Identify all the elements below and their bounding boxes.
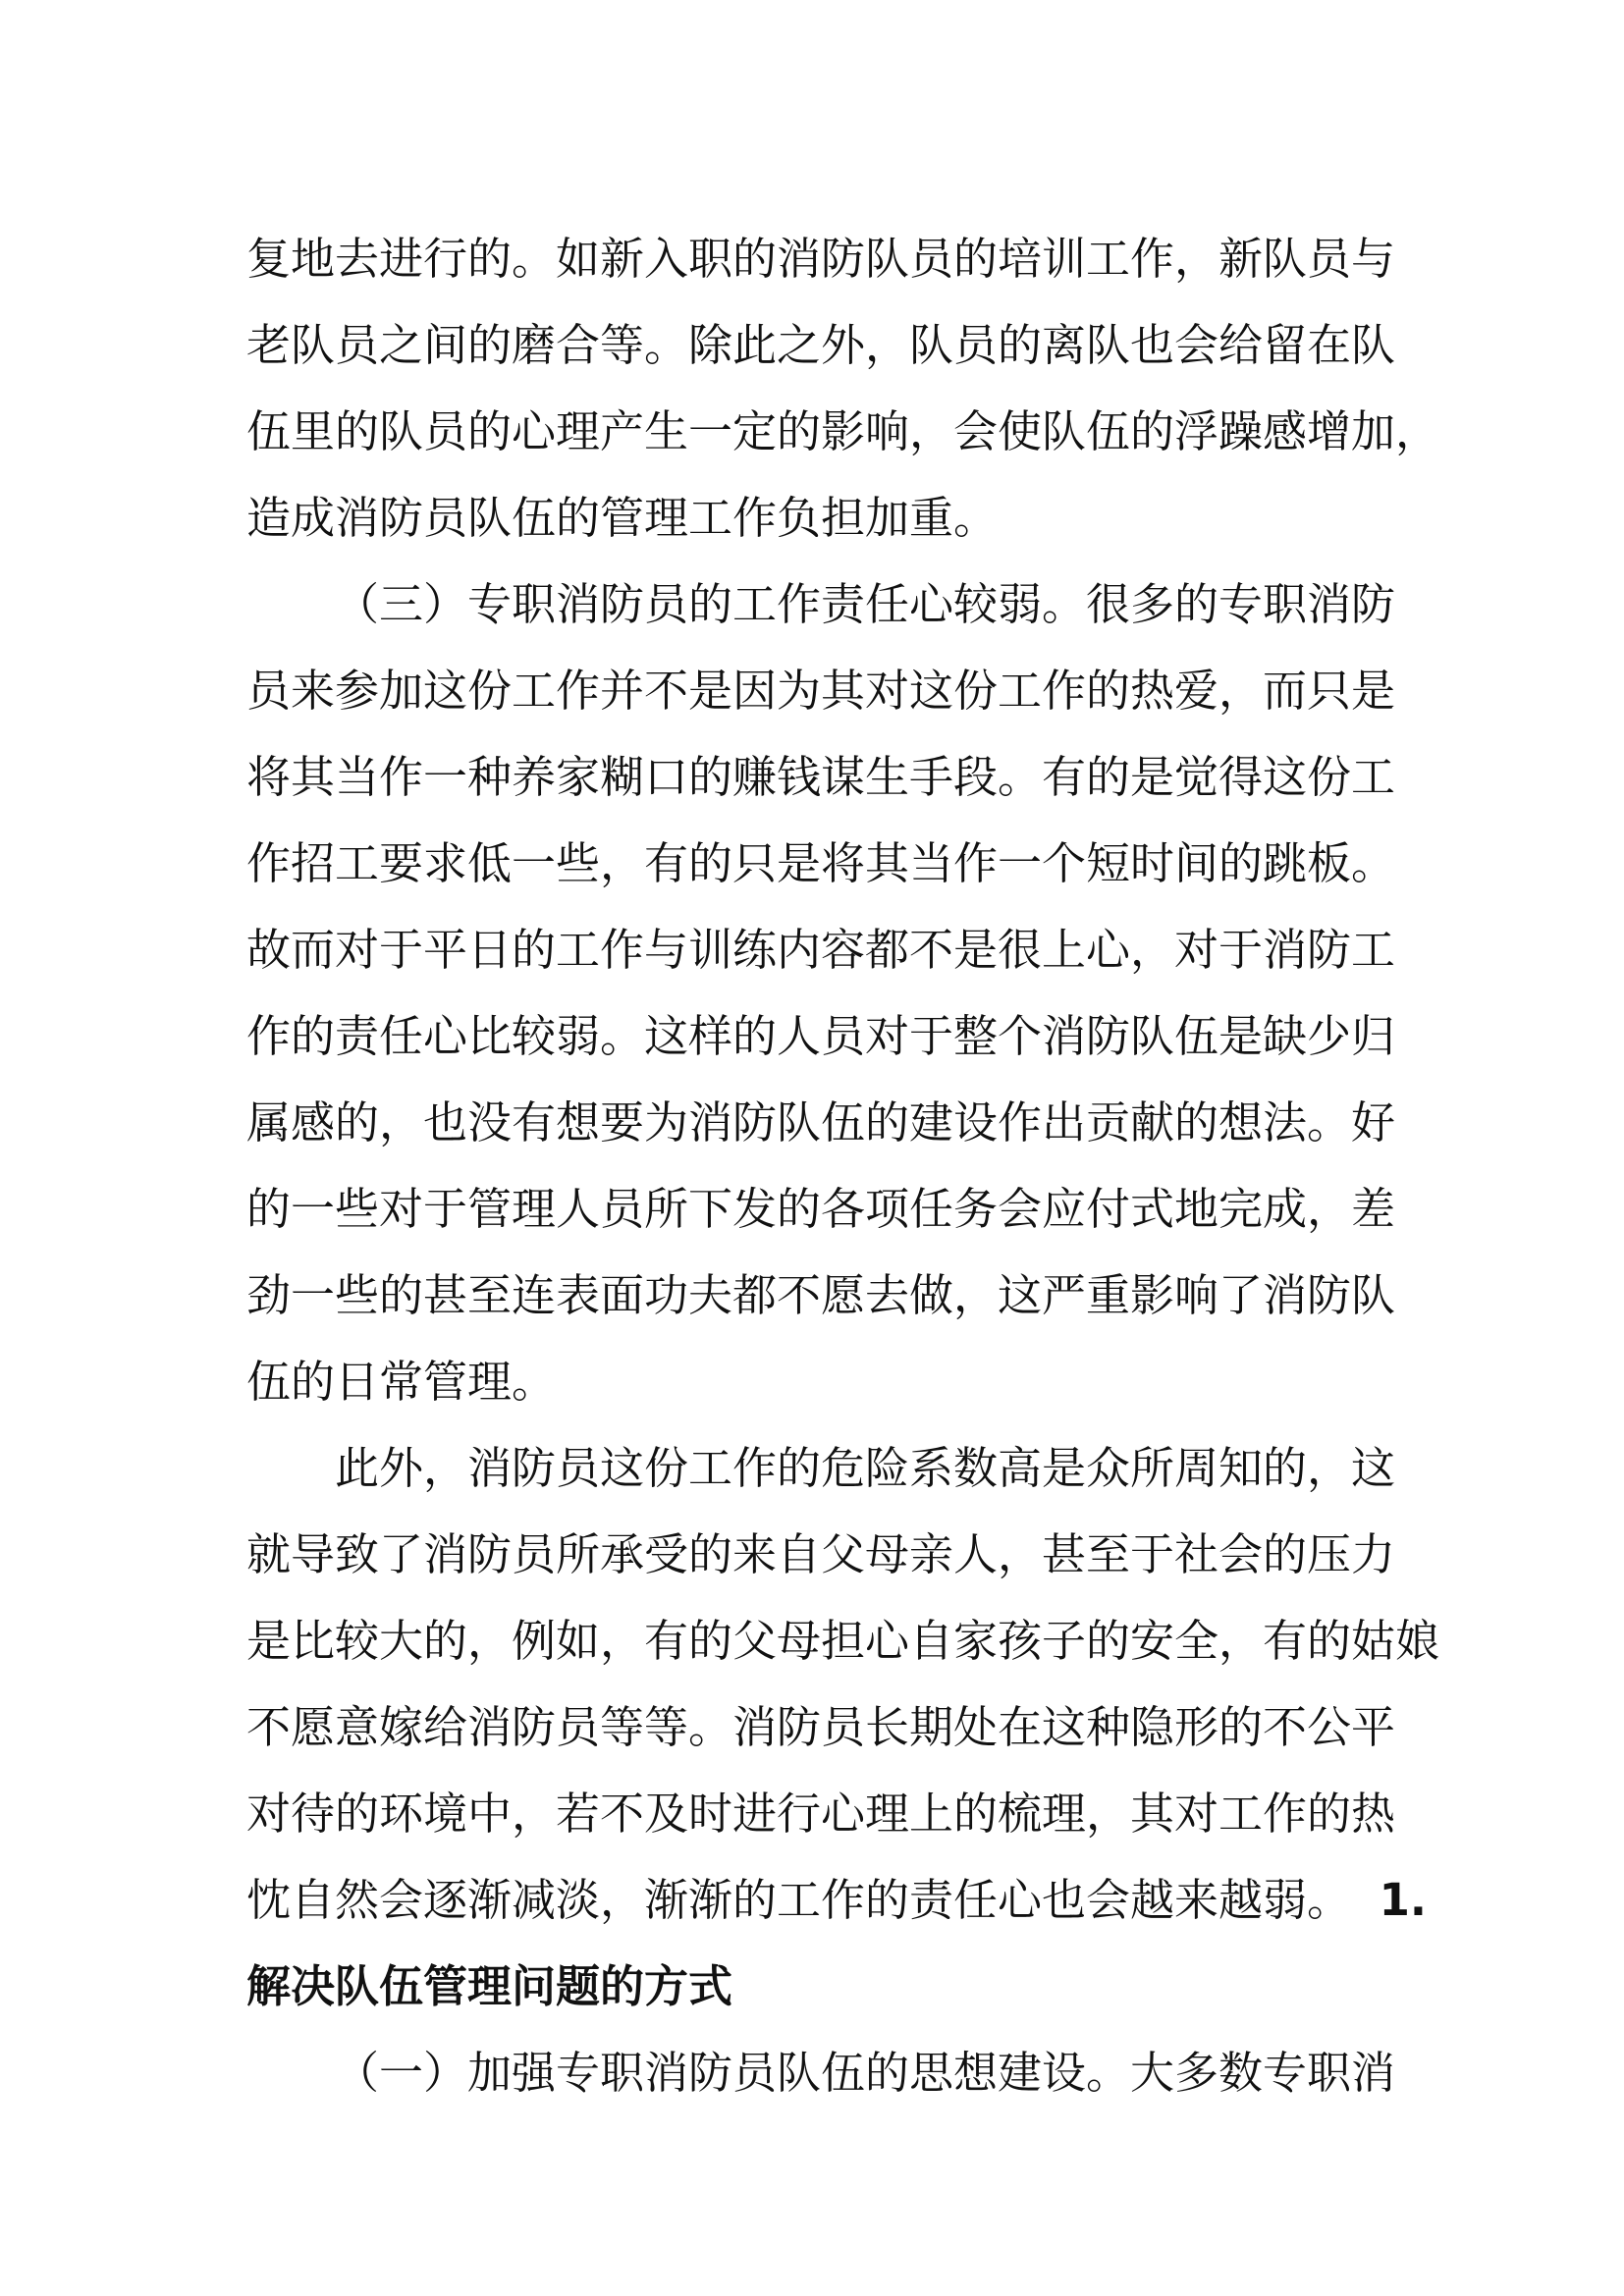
text-line: 复地去进行的。如新入职的消防队员的培训工作，新队员与 [246,233,1396,285]
text-line: 作的责任心比较弱。这样的人员对于整个消防队伍是缺少归 [246,1010,1396,1062]
text-line: 对待的环境中，若不及时进行心理上的梳理，其对工作的热 [246,1788,1396,1840]
text-line: 造成消防员队伍的管理工作负担加重。 [246,492,999,544]
paragraph-start-line: （一）加强专职消防员队伍的思想建设。大多数专职消 [335,2047,1396,2099]
text-line: 属感的，也没有想要为消防队伍的建设作出贡献的想法。好 [246,1096,1396,1148]
text-line: 伍的日常管理。 [246,1356,557,1408]
text-line-content: 忱自然会逐渐减淡，渐渐的工作的责任心也会越来越弱。 [246,1874,1352,1926]
text-line: 劲一些的甚至连表面功夫都不愿去做，这严重影响了消防队 [246,1269,1396,1321]
text-line: 就导致了消防员所承受的来自父母亲人，甚至于社会的压力 [246,1528,1396,1580]
text-line: 伍里的队员的心理产生一定的影响，会使队伍的浮躁感增加， [246,405,1440,457]
text-line [246,1857,1428,1944]
text-line: 是比较大的，例如，有的父母担心自家孩子的安全，有的姑娘 [246,1615,1440,1667]
text-line: 将其当作一种养家糊口的赚钱谋生手段。有的是觉得这份工 [246,751,1396,803]
text-line: 作招工要求低一些，有的只是将其当作一个短时间的跳板。 [246,837,1396,889]
text-line: 员来参加这份工作并不是因为其对这份工作的热爱，而只是 [246,665,1396,717]
text-line: 老队员之间的磨合等。除此之外，队员的离队也会给留在队 [246,319,1396,371]
document-body [246,216,1440,2116]
section-heading: 解决队伍管理问题的方式 [246,1960,733,2012]
text-line: 故而对于平日的工作与训练内容都不是很上心，对于消防工 [246,924,1396,976]
text-line: 不愿意嫁给消防员等等。消防员长期处在这种隐形的不公平 [246,1701,1396,1753]
section-number: 1. [1379,1874,1428,1926]
spacer [1351,1874,1380,1926]
paragraph-start-line: （三）专职消防员的工作责任心较弱。很多的专职消防 [335,578,1396,630]
paragraph-start-line: 此外，消防员这份工作的危险系数高是众所周知的，这 [335,1442,1396,1494]
text-line: 的一些对于管理人员所下发的各项任务会应付式地完成，差 [246,1183,1396,1235]
